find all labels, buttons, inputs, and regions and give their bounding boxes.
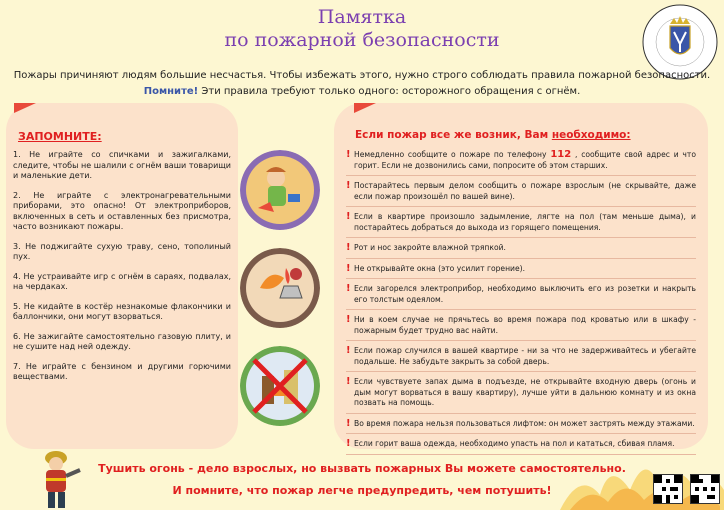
qr-code-icon bbox=[653, 474, 683, 504]
right-heading-prefix: Если пожар все же возник, Вам bbox=[355, 129, 552, 141]
title-line-2: по пожарной безопасности bbox=[224, 29, 500, 51]
instruction-text: Не открывайте окна (это усилит горение). bbox=[354, 263, 526, 273]
instruction-text: Если пожар случился в вашей квартире - ни за что не задерживайтесь и убегайте подальше. Не забудьте закрыть за собой дверь. bbox=[354, 346, 696, 366]
firefighter-illustration bbox=[26, 448, 82, 510]
list-item bbox=[346, 346, 696, 372]
right-heading bbox=[355, 129, 631, 141]
list-item bbox=[346, 315, 696, 341]
exclamation-icon: ! bbox=[346, 417, 351, 429]
page-title bbox=[0, 6, 724, 52]
exclamation-icon: ! bbox=[346, 438, 351, 449]
child-with-matches-illustration bbox=[240, 150, 320, 230]
exclamation-icon: ! bbox=[346, 262, 351, 274]
instruction-text: Рот и нос закройте влажной тряпкой. bbox=[354, 243, 506, 252]
rule-item: 2. Не играйте с электронагревательными приборами, это опасно! От электроприборов, включенных в сеть и оставленных без присмотра, часто возникают пожары. bbox=[13, 190, 231, 231]
instruction-text: Постарайтесь первым делом сообщить о пожаре взрослым (не скрывайте, даже если пожар произошёл по вашей вине). bbox=[354, 181, 696, 201]
rule-item: 4. Не устраивайте игр с огнём в сараях, подвалах, на чердаках. bbox=[13, 271, 231, 291]
exclamation-icon: ! bbox=[346, 149, 351, 160]
rule-item: 1. Не играйте со спичками и зажигалками, следите, чтобы не шалили с огнём ваши товарищи и маленькие дети. bbox=[13, 150, 231, 180]
no-fire-game-illustration bbox=[240, 346, 320, 426]
list-item bbox=[346, 150, 696, 176]
instruction-text: Если горит ваша одежда, необходимо упасть на пол и кататься, сбивая пламя. bbox=[354, 439, 675, 448]
instruction-text: Ни в коем случае не прячьтесь во время пожара под кроватью или в шкафу - пожарным будет трудно вас найти. bbox=[354, 315, 696, 335]
iron-fire-illustration bbox=[240, 248, 320, 328]
right-heading-emph: необходимо: bbox=[551, 129, 631, 141]
rule-item: 7. Не играйте с бензином и другими горючими веществами. bbox=[13, 361, 231, 381]
list-item bbox=[346, 243, 696, 259]
list-item bbox=[346, 181, 696, 207]
list-item bbox=[346, 284, 696, 310]
remember-word: Помните! bbox=[143, 86, 199, 97]
list-item bbox=[346, 377, 696, 414]
footer-line-1: Тушить огонь - дело взрослых, но вызвать пожарных Вы можете самостоятельно. bbox=[98, 462, 626, 475]
exclamation-icon: ! bbox=[346, 283, 351, 294]
intro-block bbox=[0, 68, 724, 100]
first-item-text-a: Немедленно сообщите о пожаре по телефону bbox=[354, 150, 551, 159]
intro-line-2 bbox=[0, 84, 724, 100]
exclamation-icon: ! bbox=[346, 242, 351, 253]
exclamation-icon: ! bbox=[346, 211, 351, 222]
title-line-1: Памятка bbox=[317, 6, 407, 28]
exclamation-icon: ! bbox=[346, 376, 351, 387]
right-instructions-list bbox=[346, 150, 696, 460]
emergency-phone: 112 bbox=[550, 149, 572, 160]
instruction-text: Если чувствуете запах дыма в подъезде, не открывайте входную дверь (огонь и дым могут ворваться в вашу квартиру), лучше уйти в дальнюю комнату и из окна позвать на помощь. bbox=[354, 377, 696, 407]
rule-item: 6. Не зажигайте самостоятельно газовую плиту, и не сушите над ней одежду. bbox=[13, 331, 231, 351]
footer-line-2: И помните, что пожар легче предупредить, чем потушить! bbox=[172, 484, 552, 497]
list-item bbox=[346, 419, 696, 435]
instruction-text: Если в квартире произошло задымление, лягте на пол (там меньше дыма), и постарайтесь добраться до выхода из горящего помещения. bbox=[354, 212, 696, 232]
exclamation-icon: ! bbox=[346, 180, 351, 191]
instruction-text: Если загорелся электроприбор, необходимо выключить его из розетки и накрыть его толстым одеялом. bbox=[354, 284, 696, 304]
instruction-text: Во время пожара нельзя пользоваться лифтом: он может застрять между этажами. bbox=[354, 418, 695, 428]
rule-item: 3. Не поджигайте сухую траву, сено, тополиный пух. bbox=[13, 241, 231, 261]
exclamation-icon: ! bbox=[346, 345, 351, 356]
intro-line-2-text: Эти правила требуют только одного: осторожного обращения с огнём. bbox=[198, 86, 581, 97]
left-heading: ЗАПОМНИТЕ: bbox=[18, 130, 102, 143]
list-item bbox=[346, 264, 696, 280]
exclamation-icon: ! bbox=[346, 314, 351, 325]
rule-item: 5. Не кидайте в костёр незнакомые флакончики и баллончики, они могут взорваться. bbox=[13, 301, 231, 321]
flag-icon bbox=[14, 103, 36, 113]
left-rules-list bbox=[13, 150, 231, 392]
first-item-text-b: , сообщите свой адрес и что горит. Если не дозвонились сами, попросите об этом старших. bbox=[354, 150, 696, 170]
intro-line-1: Пожары причиняют людям большие несчастья. Чтобы избежать этого, нужно строго соблюдать правила пожарной безопасности. bbox=[13, 70, 711, 81]
flag-icon bbox=[354, 103, 376, 113]
list-item bbox=[346, 212, 696, 238]
qr-code-icon bbox=[690, 474, 720, 504]
